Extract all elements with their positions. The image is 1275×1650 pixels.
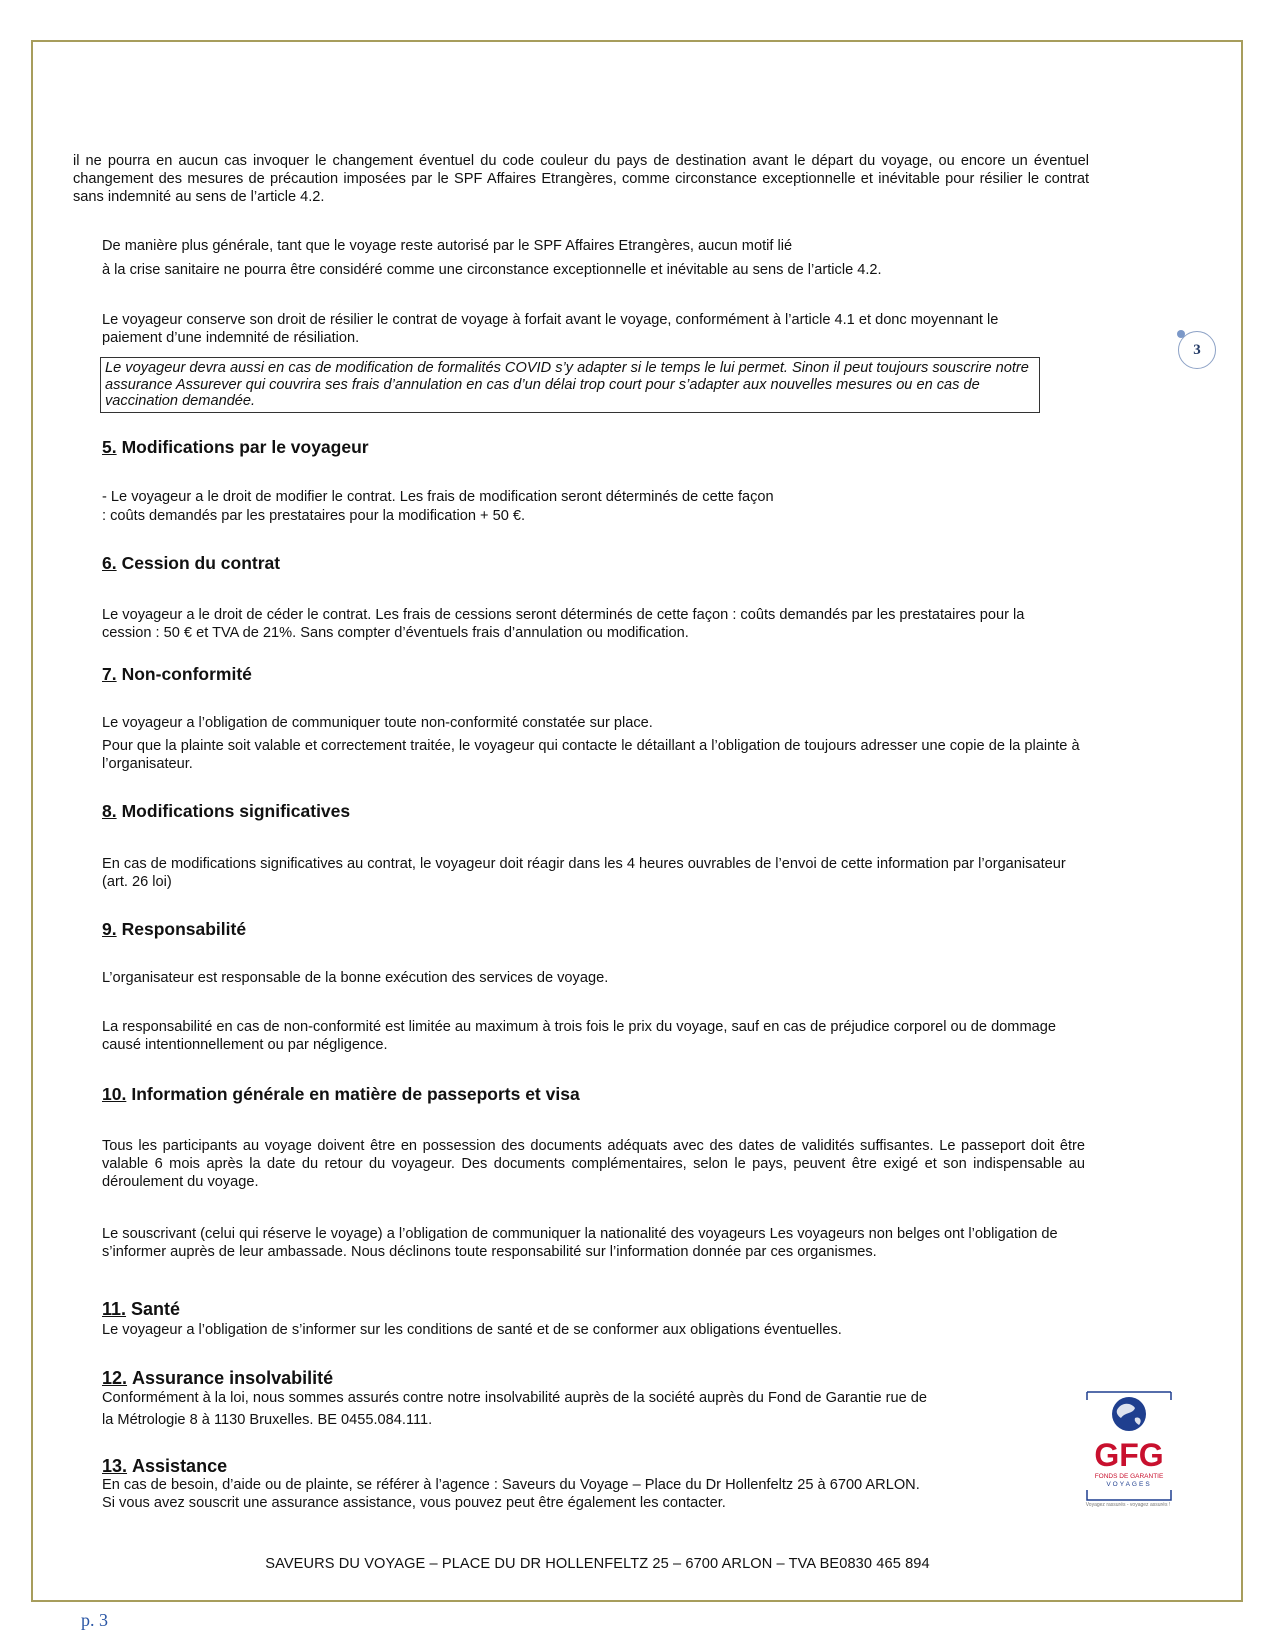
section-8-title: Modifications significatives (121, 801, 351, 821)
section-10-number: 10. (102, 1084, 127, 1104)
section-7-text2: Pour que la plainte soit valable et correctement traitée, le voyageur qui contacte le détaillant a l’obligation de toujours adresser une copie de la plainte à l’organisateur. (102, 738, 1080, 772)
section-8-number: 8. (102, 801, 117, 821)
section-5-number: 5. (102, 437, 117, 457)
section-13-line1: En cas de besoin, d’aide ou de plainte, se référer à l’agence : Saveurs du Voyage – Place du Dr Hollenfeltz 25 à 6700 ARLON. (102, 1477, 920, 1493)
section-7-title: Non-conformité (121, 664, 252, 684)
section-7-text1: Le voyageur a l’obligation de communiquer toute non-conformité constatée sur place. (102, 715, 653, 731)
page-badge (1178, 331, 1216, 369)
page-footer: SAVEURS DU VOYAGE – PLACE DU DR HOLLENFELTZ 25 – 6700 ARLON – TVA BE0830 465 894 (265, 1556, 930, 1572)
section-13-title: Assistance (132, 1456, 228, 1476)
section-11-title: Santé (131, 1299, 181, 1319)
gfg-logo (1081, 1390, 1177, 1510)
logo-subtitle-1: FONDS DE GARANTIE (1094, 1473, 1164, 1480)
section-6-number: 6. (102, 553, 117, 573)
section-6-heading (102, 553, 280, 573)
globe-icon (1112, 1397, 1146, 1431)
section-9-text1: L’organisateur est responsable de la bonne exécution des services de voyage. (102, 970, 609, 986)
logo-bottom-bracket (1087, 1490, 1171, 1500)
covid-notice-box: Le voyageur devra aussi en cas de modification de formalités COVID s’y adapter si le temps le lui permet. Sinon il peut toujours souscrire notre assurance Assurever qui couvrira ses frais d’annulation en cas d’un délai trop court pour s’adapter aux nouvelles mesures ou en cas de vaccination demandée. (100, 357, 1040, 413)
section-8-text: En cas de modifications significatives au contrat, le voyageur doit réagir dans les 4 heures ouvrables de l’envoi de cette information par l’organisateur (art. 26 loi) (102, 856, 1066, 890)
general-paragraph-line1: De manière plus générale, tant que le voyage reste autorisé par le SPF Affaires Etrangères, aucun motif lié (102, 238, 793, 254)
section-5-heading (102, 437, 369, 457)
section-12-line1: Conformément à la loi, nous sommes assurés contre notre insolvabilité auprès de la société auprès du Fond de Garantie rue de (102, 1390, 927, 1406)
logo-tagline: Voyagez rassurés - voyagez assurés ! (1085, 1502, 1171, 1508)
section-5-line2: : coûts demandés par les prestataires pour la modification + 50 €. (102, 508, 526, 524)
page-number: p. 3 (81, 1610, 108, 1630)
section-10-title: Information générale en matière de passeports et visa (131, 1084, 580, 1104)
section-12-heading (102, 1368, 333, 1388)
section-13-line2: Si vous avez souscrit une assurance assistance, vous pouvez peut être également les contacter. (102, 1495, 726, 1511)
badge-dot (1177, 330, 1185, 338)
section-10-text1: Tous les participants au voyage doivent être en possession des documents adéquats avec des dates de validités suffisantes. Le passeport doit être valable 6 mois après la date du retour du voyageur. Des documents complémentaires, selon le pays, peuvent être exigé et son indispensable au déroulement du voyage. (102, 1138, 1085, 1190)
section-7-heading (102, 664, 252, 684)
section-5-line1: - Le voyageur a le droit de modifier le contrat. Les frais de modification seront déterminés de cette façon (102, 489, 774, 505)
logo-subtitle-2: VOYAGES (1106, 1481, 1152, 1488)
intro-paragraph: il ne pourra en aucun cas invoquer le changement éventuel du code couleur du pays de destination avant le départ du voyage, ou encore un éventuel changement des mesures de précaution imposées par le SPF Affaires Etrangères, comme circonstance exceptionnelle et inévitable pour résilier le contrat sans indemnité au sens de l’article 4.2. (73, 153, 1089, 205)
section-11-number: 11. (102, 1299, 127, 1319)
section-12-number: 12. (102, 1368, 128, 1388)
resiliation-paragraph: Le voyageur conserve son droit de résilier le contrat de voyage à forfait avant le voyage, conformément à l’article 4.1 et donc moyennant le paiement d’une indemnité de résiliation. (102, 312, 999, 346)
section-13-number: 13. (102, 1456, 128, 1476)
section-13-heading (102, 1456, 227, 1476)
section-11-heading (102, 1299, 180, 1319)
section-5-title: Modifications par le voyageur (121, 437, 369, 457)
section-6-text: Le voyageur a le droit de céder le contrat. Les frais de cessions seront déterminés de cette façon : coûts demandés par les prestataires pour la cession : 50 € et TVA de 21%. Sans compter d’éventuels frais d’annulation ou modification. (102, 607, 1025, 641)
section-10-text2: Le souscrivant (celui qui réserve le voyage) a l’obligation de communiquer la nationalité des voyageurs Les voyageurs non belges ont l’obligation de s’informer auprès de leur ambassade. Nous déclinons toute responsabilité sur l’information donnée par ces organismes. (102, 1226, 1058, 1260)
section-6-title: Cession du contrat (121, 553, 281, 573)
section-12-title: Assurance insolvabilité (132, 1368, 334, 1388)
section-12-line2: la Métrologie 8 à 1130 Bruxelles. BE 0455.084.111. (102, 1412, 433, 1428)
logo-acronym: GFG (1094, 1437, 1164, 1473)
general-paragraph-line2: à la crise sanitaire ne pourra être considéré comme une circonstance exceptionnelle et inévitable au sens de l’article 4.2. (102, 262, 882, 278)
page-badge-number: 3 (1193, 341, 1201, 358)
section-9-number: 9. (102, 919, 117, 939)
section-7-number: 7. (102, 664, 117, 684)
section-9-title: Responsabilité (121, 919, 247, 939)
section-9-text2: La responsabilité en cas de non-conformité est limitée au maximum à trois fois le prix du voyage, sauf en cas de préjudice corporel ou de dommage causé intentionnellement ou par négligence. (102, 1019, 1056, 1053)
section-8-heading (102, 801, 350, 821)
section-11-text: Le voyageur a l’obligation de s’informer sur les conditions de santé et de se conformer aux obligations éventuelles. (102, 1322, 842, 1338)
section-9-heading (102, 919, 246, 939)
section-10-heading (102, 1084, 580, 1104)
